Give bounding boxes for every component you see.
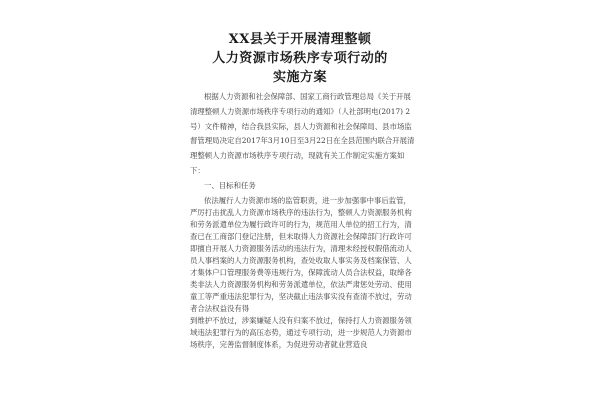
paragraph-goals: 依法履行人力资源市场的监管职责，进一步加强事中事后监管，严厉打击扰乱人力资源市场秩序的违法行为，整顿人力资源服务机构和劳务派遣单位为履行政许可的行为，规范用人单位的招工行为，清查已在工商部门登记注册，但未取得人力资源社会保障部门行政许可即擅自开展人力资源服务活动的违法行为，清理未经授权假借流动人员人事档案的人力资源服务机构，查处收取人事实务及档案保管、人才集体户口管理服务费等违规行为，保障流动人员合法权益，取缔各类非法人力资源服务机构和劳务派遣单位，依法严肃惩处劳动、使用童工等严重违法犯罪行为，坚决截止违法事实没有查清不放过，劳动者合法权益没有得: [190, 195, 412, 313]
document-title-line-1: XX县关于开展清理整顿: [228, 32, 372, 47]
paragraph-intro: 根据人力资源和社会保障部、国家工商行政管理总局《关于开展清理整顿人力资源市场秩序专项行动的通知》（人社部明电(2017) 2号）文件精神，结合我县实际，县人力资源和社会保障局、县市场监督管理局决定自2017年3月10日至3月22日在全县范围内联合开展清理整顿人力资源市场秩序专项行动，现就有关工作制定实施方案如下：: [190, 92, 415, 175]
paragraph-goals-continued: 到维护不放过，涉案嫌疑人没有归案不放过，保持打人力资源服务领域违法犯罪行为的高压态势，通过专项行动，进一步规范人力资源市场秩序，完善监督制度体系，为促进劳动者就业营造良: [190, 315, 412, 349]
section-heading-goals: 一、目标和任务: [204, 180, 256, 190]
document-title-line-3: 实施方案: [272, 70, 327, 85]
document-title-line-2: 人力资源市场秩序专项行动的: [212, 51, 388, 66]
document-body: [190, 90, 416, 351]
